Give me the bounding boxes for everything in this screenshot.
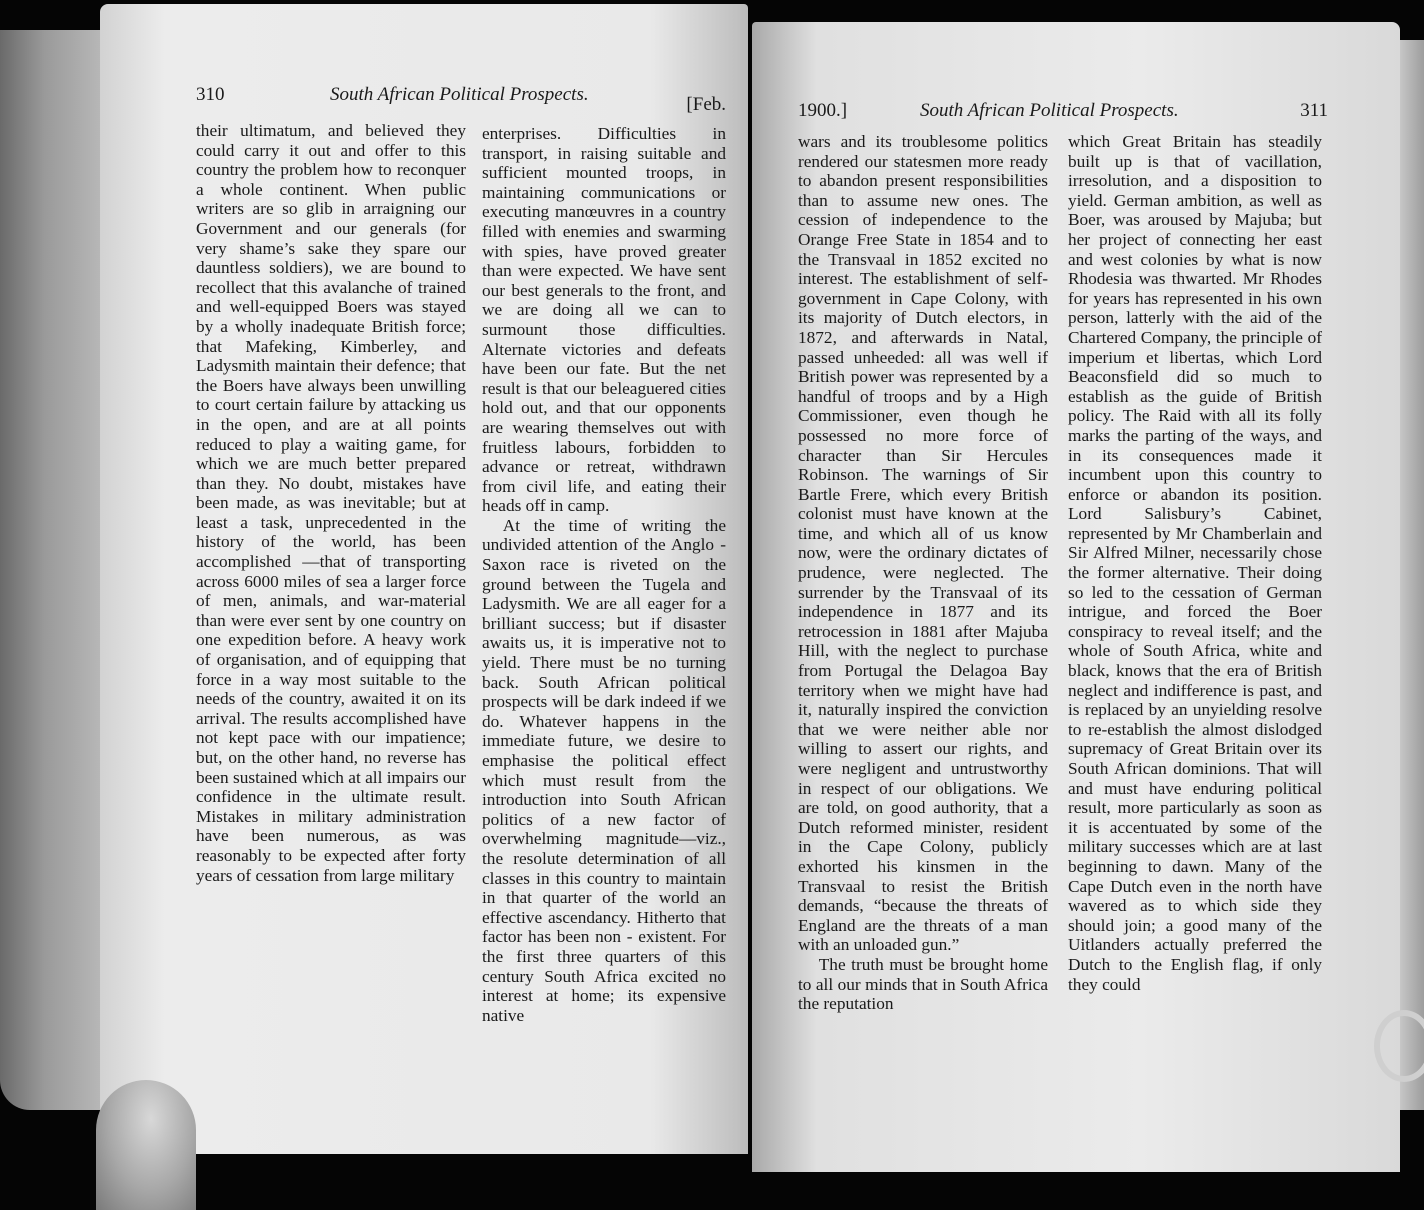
column-right-1 bbox=[798, 132, 1048, 1014]
running-head-right bbox=[798, 100, 1328, 130]
paragraph: wars and its troublesome politics rendered our statesmen more ready to abandon present responsibilities than to assume new ones. The cession of independence to the Orange Free State in 1854 and to the Transvaal in 1852 excited no interest. The establishment of self-government in Cape Colony, with its majority of Dutch electors, in 1872, and afterwards in Natal, passed unheeded: all was well if British power was represented by a handful of troops and by a High Commissioner, even though he possessed no more force of character than Sir Hercules Robinson. The warnings of Sir Bartle Frere, which every British colonist must have known at the time, and which all of us know now, were the ordinary dictates of prudence, were neglected. The surrender by the Transvaal of its independence in 1877 and its retrocession in 1881 after Majuba Hill, with the neglect to purchase from Portugal the Delagoa Bay territory when we might have had it, naturally inspired the conviction that we were neither able nor willing to assert our rights, and were negligent and untrustworthy in respect of our obligations. We are told, on good authority, that a Dutch reformed minister, resident in the Cape Colony, publicly exhorted his kinsmen in the Transvaal to resist the British demands, “because the threats of England are the threats of a man with an unloaded gun.” bbox=[798, 132, 1048, 955]
page-number-right: 311 bbox=[1300, 100, 1328, 121]
paragraph: enterprises. Difficulties in transport, in raising suitable and sufficient mounted troops, in maintaining communications or executing manœuvres in a country filled with enemies and swarming with spies, have proved greater than were expected. We have sent our best generals to the front, and we are doing all we can to surmount those difficulties. Alternate victories and defeats have been our fate. But the net result is that our beleaguered cities hold out, and that our opponents are wearing themselves out with fruitless labours, forbidden to advance or retreat, withdrawn from civil life, and eating their heads off in camp. bbox=[482, 124, 726, 516]
running-year: 1900.] bbox=[798, 100, 848, 121]
paragraph: their ultimatum, and believed they could carry it out and offer to this country the problem how to reconquer a whole continent. When public writers are so glib in arraigning our Government and our generals (for very shame’s sake they spare our dauntless soldiers), we are bound to recollect that this avalanche of trained and well-equipped Boers was stayed by a wholly inadequate British force; that Mafeking, Kimberley, and Ladysmith maintain their defence; that the Boers have always been unwilling to court certain failure by attacking us in the open, and are at all points reduced to play a waiting game, for which we are much better prepared than they. No doubt, mistakes have been made, as was inevitable; but at least a task, unprecedented in the history of the world, has been accomplished —that of transporting across 6000 miles of sea a larger force of men, animals, and war-material than were ever sent by one country on one expedition before. A heavy work of organisation, and of equipping that force in a way most suitable to the needs of the country, awaited it on its arrival. The results accomplished have not kept pace with our impatience; but, on the other hand, no reverse has been sustained which at all impairs our confidence in the ultimate result. Mistakes in military administration have been numerous, as was reasonably to be expected after forty years of cessation from large military bbox=[196, 121, 466, 885]
paragraph: The truth must be brought home to all our minds that in South Africa the reputation bbox=[798, 954, 1048, 1014]
left-page bbox=[100, 4, 748, 1154]
page-number-left: 310 bbox=[196, 84, 225, 105]
thumb bbox=[96, 1080, 196, 1210]
paragraph: At the time of writing the undivided attention of the Anglo - Saxon race is riveted on the ground between the Tugela and Ladysmith. We are all eager for a brilliant success; but if disaster awaits us, it is imperative not to yield. There must be no turning back. South African political prospects will be dark indeed if we do. Whatever happens in the immediate future, we desire to emphasise the political effect which must result from the introduction into South African politics of a new factor of overwhelming magnitude—viz., the resolute determination of all classes in this country to maintain in that quarter of the world an effective ascendancy. Hitherto that factor has been non - existent. For the first three quarters of this century South Africa excited no interest at home; its expensive native bbox=[482, 515, 726, 1025]
running-head-left bbox=[196, 84, 726, 114]
running-title-right: South African Political Prospects. bbox=[920, 100, 1179, 121]
column-left-2 bbox=[482, 124, 726, 1025]
right-page bbox=[752, 22, 1400, 1172]
running-month: [Feb. bbox=[686, 94, 726, 115]
column-right-2 bbox=[1068, 132, 1322, 994]
paragraph: which Great Britain has steadily built up is that of vacillation, irresolution, and a disposition to yield. German ambition, as well as Boer, was aroused by Majuba; but her project of connecting her east and west colonies by what is now Rhodesia was thwarted. Mr Rhodes for years has represented in his own person, latterly with the aid of the Chartered Company, the principle of imperium et libertas, which Lord Beaconsfield did so much to establish as the guide of British policy. The Raid with all its folly marks the parting of the ways, and in its consequences made it incumbent upon this country to enforce or abandon its position. Lord Salisbury’s Cabinet, represented by Mr Chamberlain and Sir Alfred Milner, necessarily chose the former alternative. Their doing so led to the cessation of German intrigue, and forced the Boer conspiracy to reveal itself; and the whole of South Africa, white and black, knows that the era of British neglect and indifference is past, and is replaced by an unyielding resolve to re-establish the almost dislodged supremacy of Great Britain over its South African dominions. That will and must have enduring political result, more particularly as soon as it is accentuated by some of the military successes which are at last beginning to dawn. Many of the Cape Dutch even in the north have wavered as to which side they should join; a good many of the Uitlanders actually preferred the Dutch to the English flag, if only they could bbox=[1068, 132, 1322, 994]
column-left-1 bbox=[196, 121, 466, 885]
page-stack-left bbox=[0, 30, 112, 1110]
running-title-left: South African Political Prospects. bbox=[330, 84, 589, 105]
